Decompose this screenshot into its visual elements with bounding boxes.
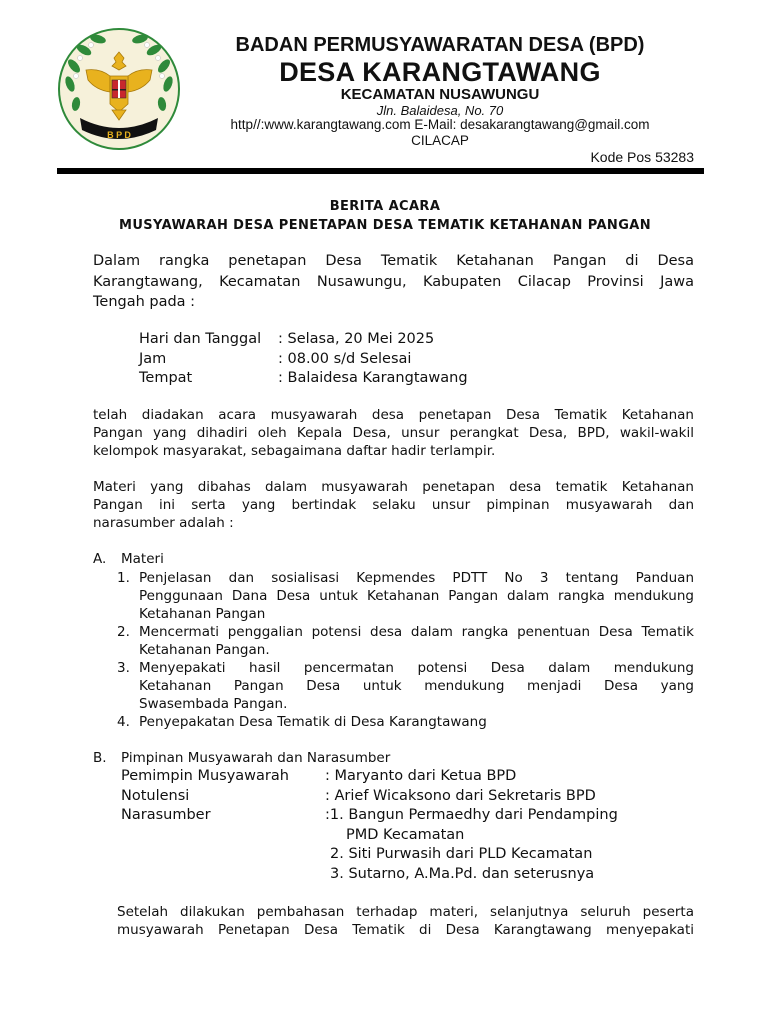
header-rule xyxy=(57,168,704,174)
section-a-heading: Materi xyxy=(121,551,164,567)
closing-line: Setelah dilakukan pembahasan terhadap materi, selanjutnya seluruh peserta xyxy=(117,904,694,920)
intro-line: Dalam rangka penetapan Desa Tematik Ketahanan Pangan di Desa xyxy=(93,253,694,269)
role-label: Notulensi xyxy=(121,788,190,804)
address: Jln. Balaidesa, No. 70 xyxy=(376,103,504,118)
item-number: 2. xyxy=(117,624,130,640)
schedule-value: : 08.00 s/d Selesai xyxy=(278,351,412,367)
doc-title: BERITA ACARA xyxy=(329,199,441,214)
para3-line: Pangan ini serta yang bertindak selaku unsur pimpinan musyawarah dan xyxy=(93,497,694,513)
speaker-line: PMD Kecamatan xyxy=(346,827,465,843)
item-line: Ketahanan Pangan. xyxy=(139,642,270,658)
svg-text:B P D: B P D xyxy=(107,130,131,140)
schedule-label: Jam xyxy=(139,351,167,367)
section-b-heading: Pimpinan Musyawarah dan Narasumber xyxy=(121,750,391,766)
item-number: 4. xyxy=(117,714,130,730)
para2-line: telah diadakan acara musyawarah desa penetapan Desa Tematik Ketahanan xyxy=(93,407,694,423)
schedule-value: : Selasa, 20 Mei 2025 xyxy=(278,331,435,347)
village-name: DESA KARANGTAWANG xyxy=(279,57,601,87)
section-a-marker: A. xyxy=(93,551,107,567)
item-line: Ketahanan Pangan Desa untuk mendukung menjadi Desa yang xyxy=(139,678,694,694)
para3-line: Materi yang dibahas dalam musyawarah penetapan desa tematik Ketahanan xyxy=(93,479,694,495)
para2-line: Pangan yang dihadiri oleh Kepala Desa, unsur perangkat Desa, BPD, wakil-wakil xyxy=(93,425,694,441)
item-line: Menyepakati hasil pencermatan potensi Desa dalam mendukung xyxy=(139,660,694,676)
item-line: Swasembada Pangan. xyxy=(139,696,288,712)
postal-code: Kode Pos 53283 xyxy=(590,149,694,165)
bpd-logo xyxy=(56,26,182,152)
item-line: Mencermati penggalian potensi desa dalam rangka penentuan Desa Tematik xyxy=(139,624,694,640)
intro-line: Karangtawang, Kecamatan Nusawungu, Kabupaten Cilacap Provinsi Jawa xyxy=(93,274,694,290)
role-value: : Arief Wicaksono dari Sekretaris BPD xyxy=(325,788,596,804)
item-line: Penjelasan dan sosialisasi Kepmendes PDTT No 3 tentang Panduan xyxy=(139,570,694,586)
schedule-label: Hari dan Tanggal xyxy=(139,331,262,347)
intro-line: Tengah pada : xyxy=(93,294,196,310)
item-number: 1. xyxy=(117,570,130,586)
role-label: Narasumber xyxy=(121,807,211,823)
role-value: :1. Bangun Permaedhy dari Pendamping xyxy=(325,807,618,823)
para2-line: kelompok masyarakat, sebagaimana daftar hadir terlampir. xyxy=(93,443,496,459)
speaker-line: 3. Sutarno, A.Ma.Pd. dan seterusnya xyxy=(330,866,595,882)
schedule-value: : Balaidesa Karangtawang xyxy=(278,370,468,386)
section-b-marker: B. xyxy=(93,750,107,766)
item-line: Ketahanan Pangan xyxy=(139,606,266,622)
city: CILACAP xyxy=(411,133,469,148)
item-line: Penggunaan Dana Desa untuk Ketahanan Pangan dalam rangka mendukung xyxy=(139,588,694,604)
doc-subtitle: MUSYAWARAH DESA PENETAPAN DESA TEMATIK KETAHANAN PANGAN xyxy=(118,218,651,233)
schedule-label: Tempat xyxy=(139,370,193,386)
role-label: Pemimpin Musyawarah xyxy=(121,768,289,784)
role-value: : Maryanto dari Ketua BPD xyxy=(325,768,517,784)
para3-line: narasumber adalah : xyxy=(93,515,234,531)
speaker-line: 2. Siti Purwasih dari PLD Kecamatan xyxy=(330,846,593,862)
org-name: BADAN PERMUSYAWARATAN DESA (BPD) xyxy=(235,34,645,56)
closing-line: musyawarah Penetapan Desa Tematik di Desa Karangtawang menyepakati xyxy=(117,922,694,938)
contact-line: http//:www.karangtawang.com E-Mail: desakarangtawang@gmail.com xyxy=(230,117,650,132)
item-line: Penyepakatan Desa Tematik di Desa Karangtawang xyxy=(139,714,487,730)
item-number: 3. xyxy=(117,660,130,676)
district-name: KECAMATAN NUSAWUNGU xyxy=(340,86,540,103)
